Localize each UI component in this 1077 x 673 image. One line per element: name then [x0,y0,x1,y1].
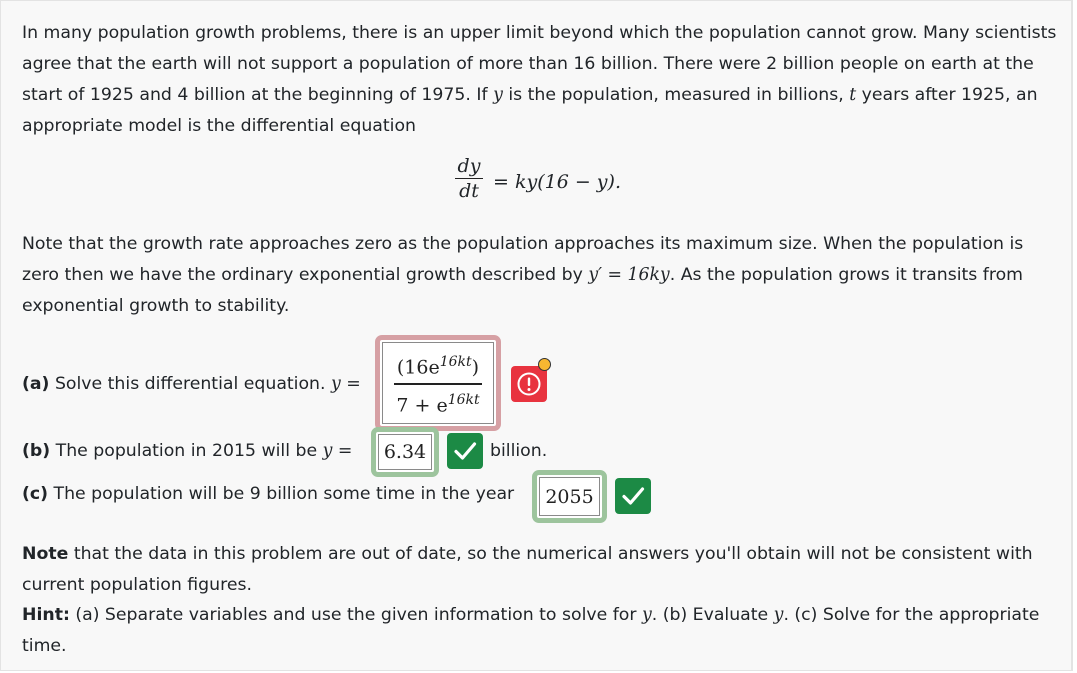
part-b-label: (b) [22,441,51,461]
part-a-fraction-bar [394,383,482,384]
checkmark-icon[interactable] [447,433,483,469]
growth-note-math: y′ = 16ky [588,265,670,285]
part-b-answer-field[interactable] [371,427,439,477]
part-c-answer-inner[interactable] [539,477,600,516]
part-c-answer-field[interactable] [532,470,607,523]
intro-text-3: years after 1925, an appropriate model is the differential equation [22,85,1038,136]
part-c-prompt [22,482,514,506]
eq-numerator: dy [457,155,481,177]
exclamation-circle-icon[interactable] [511,366,547,402]
part-c-answer-value: 2055 [545,485,594,508]
part-b-answer-inner[interactable] [378,434,432,470]
intro-text-2: is the population, measured in billions, [502,85,850,105]
hint-text-1: (a) Separate variables and use the given information to solve for [69,605,642,625]
hint-var-2: y [773,605,784,625]
part-b-suffix: billion. [490,441,548,461]
part-c-label: (c) [22,484,49,504]
warning-dot-icon [538,358,551,371]
hint-text-2: . (b) Evaluate [651,605,774,625]
part-a-text: Solve this differential equation. [49,374,331,394]
part-b-text: The population in 2015 will be [50,441,323,461]
hint [22,600,1062,662]
growth-note [22,229,1062,322]
part-a-den-base: 7 + e [396,393,448,416]
part-a-den-exp: 16kt [447,391,480,408]
growth-note-text-1: Note that the growth rate approaches zero as the population approaches its maximum size. When the population is zero then we have the ordinary exponential growth described by [22,234,1024,285]
hint-label: Hint: [22,605,70,625]
part-a-answer-fraction [394,348,482,418]
part-a-label: (a) [22,374,50,394]
data-note-label: Note [22,544,69,564]
part-c-text: The population will be 9 billion some time in the year [48,484,515,504]
part-a-answer-field[interactable] [375,335,501,431]
dy-dt-fraction [455,154,483,203]
part-a-answer-denominator [396,387,479,418]
part-b-prompt [22,439,352,463]
problem-intro [22,18,1062,142]
part-b-math: y = [322,441,353,461]
hint-text-3: . (c) Solve for the appropriate time. [22,605,1040,656]
part-a-num-exp: 16kt [439,354,472,371]
intro-var-t: t [849,85,857,105]
part-a-answer-inner[interactable] [382,342,494,424]
part-a-math: y = [331,374,361,394]
intro-var-y: y [493,85,503,105]
hint-var-1: y [641,605,652,625]
eq-denominator: dt [459,180,479,203]
intro-text-1: In many population growth problems, there is an upper limit beyond which the population cannot grow. Many scientists agree that the earth will not support a population of more than 16 billion. There were 2 billion people on earth at the start of 1925 and 4 billion at the beginning of 1975. If [22,23,1057,105]
part-a-num-close: ) [471,356,480,379]
data-note-text: that the data in this problem are out of date, so the numerical answers you'll obtain will not be consistent with current population figures. [22,544,1033,595]
part-a-answer-numerator [397,348,479,381]
checkmark-icon[interactable] [615,478,651,514]
eq-rhs: = ky(16 − y). [493,171,621,193]
part-a-prompt [22,372,361,396]
data-note [22,539,1062,601]
part-a-num-base: (16e [396,356,440,379]
part-b-answer-value: 6.34 [383,441,427,463]
growth-note-text-2: . As the population grows it transits from exponential growth to stability. [22,265,1023,316]
